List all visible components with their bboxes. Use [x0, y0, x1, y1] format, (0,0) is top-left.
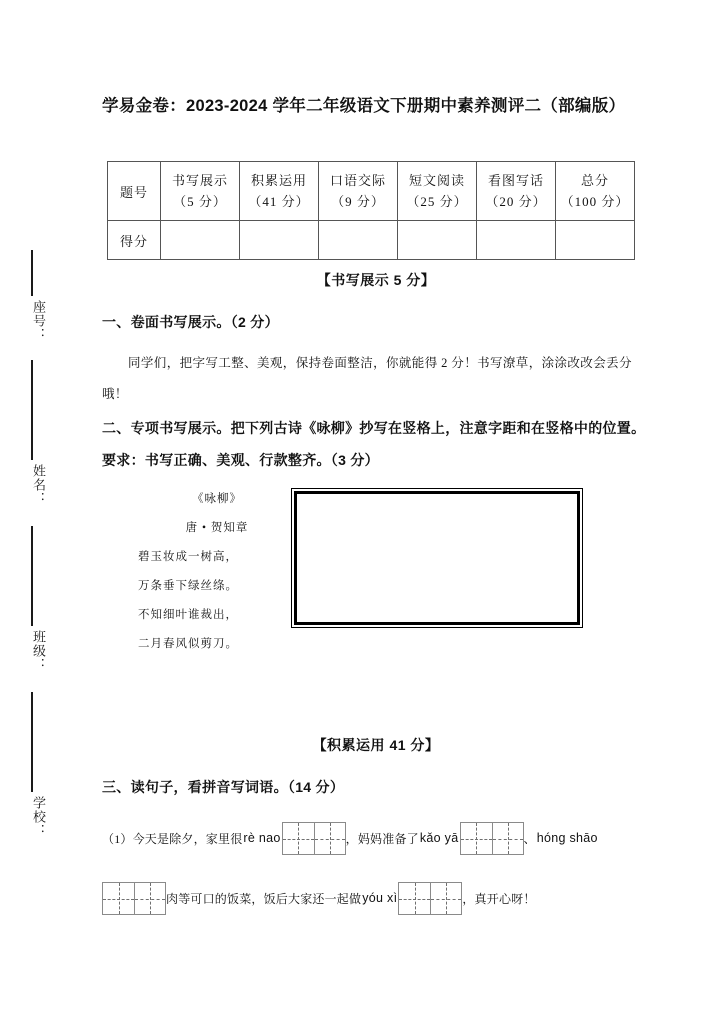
q3-line1-tail: 、	[523, 831, 536, 846]
tianzige-cell[interactable]	[103, 883, 134, 914]
score-table	[107, 161, 635, 260]
tianzige-cell[interactable]	[399, 883, 430, 914]
question-2-title: 二、专项书写展示。把下列古诗《咏柳》抄写在竖格上，注意字距和在竖格中的位置。要求：书写正确、美观、行款整齐。（3 分）	[102, 420, 646, 468]
table-header-oral-points: （9 分）	[331, 193, 385, 209]
q3-line1-pinyin-renao: rè nao	[243, 831, 281, 846]
table-label-score: 得分	[108, 221, 161, 260]
table-header-oral-name: 口语交际	[329, 172, 386, 188]
tianzige-answer-youxi[interactable]	[398, 882, 462, 915]
poem-author: 唐 • 贺知章	[185, 522, 249, 534]
q3-line1-pinyin-hongshao: hóng shāo	[536, 831, 598, 846]
poem-title: 《咏柳》	[192, 493, 242, 505]
content-column	[96, 0, 656, 1024]
table-header-reading	[398, 162, 477, 221]
table-header-accumulation-points: （41 分）	[248, 193, 310, 209]
table-header-writing-points: （5 分）	[173, 193, 227, 209]
table-header-accumulation	[240, 162, 319, 221]
score-cell-accumulation[interactable]	[240, 221, 319, 260]
margin-label-class: 班级：	[31, 630, 46, 672]
table-row-header	[108, 162, 635, 221]
table-row-score	[108, 221, 635, 260]
page-title: 学易金卷：2023-2024 学年二年级语文下册期中素养测评二（部编版）	[102, 97, 626, 115]
table-header-writing	[161, 162, 240, 221]
tianzige-answer-hongshao[interactable]	[102, 882, 166, 915]
q3-line2-tail: ，真开心呀！	[462, 891, 536, 906]
margin-rule	[31, 250, 33, 296]
tianzige-cell[interactable]	[492, 823, 523, 854]
question-3-line-2	[102, 882, 658, 915]
poem-line: 二月春风似剪刀。	[138, 638, 238, 650]
q3-line2-lead: 肉等可口的饭菜，饭后大家还一起做	[166, 891, 362, 906]
table-header-total-name: 总分	[580, 172, 609, 188]
tianzige-answer-kaoya[interactable]	[460, 822, 524, 855]
poem-line: 万条垂下绿丝绦。	[138, 580, 238, 592]
section-heading-writing: 【书写展示 5 分】	[316, 272, 436, 288]
score-cell-oral[interactable]	[319, 221, 398, 260]
tianzige-answer-renao[interactable]	[282, 822, 346, 855]
table-header-picture-writing-name: 看图写话	[487, 172, 544, 188]
poem-line: 碧玉妆成一树高，	[138, 551, 238, 563]
score-cell-picture-writing[interactable]	[477, 221, 556, 260]
question-3-title: 三、读句子，看拼音写词语。（14 分）	[102, 779, 345, 795]
table-header-picture-writing-points: （20 分）	[485, 193, 547, 209]
tianzige-cell[interactable]	[283, 823, 314, 854]
tianzige-cell[interactable]	[314, 823, 345, 854]
q3-line1-lead: （1）今天是除夕，家里很	[102, 831, 243, 846]
question-3-line-1	[102, 822, 658, 855]
table-header-total	[556, 162, 635, 221]
score-cell-reading[interactable]	[398, 221, 477, 260]
question-1-title: 一、卷面书写展示。（2 分）	[102, 314, 279, 330]
table-header-reading-points: （25 分）	[406, 193, 468, 209]
score-cell-writing[interactable]	[161, 221, 240, 260]
tianzige-cell[interactable]	[134, 883, 165, 914]
handwriting-answer-box[interactable]	[294, 491, 580, 625]
table-header-picture-writing	[477, 162, 556, 221]
margin-label-seat-number: 座号：	[31, 300, 46, 342]
margin-rule	[31, 692, 33, 792]
q3-line1-mid: ，妈妈准备了	[345, 831, 419, 846]
table-header-question-no: 题号	[108, 162, 161, 221]
table-header-reading-name: 短文阅读	[408, 172, 465, 188]
table-header-oral	[319, 162, 398, 221]
q3-line2-pinyin-youxi: yóu xì	[362, 891, 398, 906]
margin-label-name: 姓名：	[31, 464, 46, 506]
tianzige-cell[interactable]	[430, 883, 461, 914]
table-header-writing-name: 书写展示	[171, 172, 228, 188]
q3-line1-pinyin-kaoya: kǎo yā	[419, 831, 459, 846]
table-header-total-points: （100 分）	[560, 193, 630, 209]
poem-line: 不知细叶谁裁出，	[138, 609, 238, 621]
tianzige-cell[interactable]	[461, 823, 492, 854]
margin-rule	[31, 526, 33, 626]
score-cell-total[interactable]	[556, 221, 635, 260]
poem-block	[132, 485, 302, 659]
table-header-accumulation-name: 积累运用	[250, 172, 307, 188]
sealing-line-margin	[0, 0, 62, 1024]
section-heading-accumulation: 【积累运用 41 分】	[312, 737, 440, 753]
margin-label-school: 学校：	[31, 796, 46, 838]
question-1-body: 同学们，把字写工整、美观，保持卷面整洁，你就能得 2 分！书写潦草，涂涂改改会丢分哦！	[102, 356, 632, 401]
margin-rule	[31, 360, 33, 460]
